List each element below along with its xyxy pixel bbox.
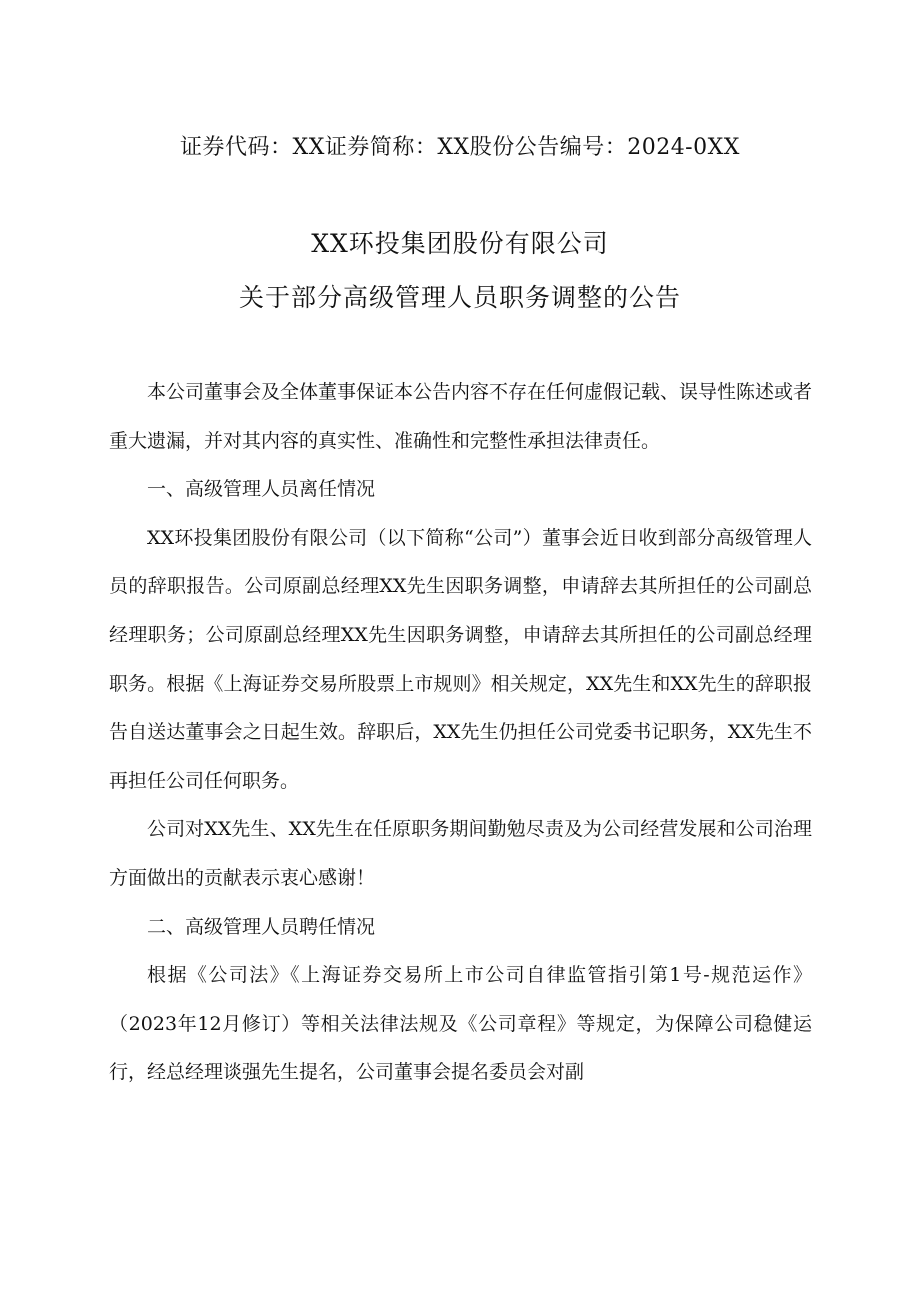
company-title: XX环投集团股份有限公司: [311, 229, 609, 258]
announcement-title: 关于部分高级管理人员职务调整的公告: [238, 283, 681, 312]
section-heading-departure: 一、高级管理人员离任情况: [147, 478, 376, 501]
departure-paragraph: XX环投集团股份有限公司（以下简称“公司”）董事会近日收到部分高级管理人员的辞职报告。公司原副总经理XX先生因职务调整，申请辞去其所担任的公司副总经理职务；公司原副总经理XX先生因职务调整，申请辞去其所担任的公司副总经理职务。根据《上海证券交易所股票上市规则》相关规定，XX先生和XX先生的辞职报告自送达董事会之日起生效。辞职后，XX先生仍担任公司党委书记职务，XX先生不再担任公司任何职务。: [109, 526, 812, 792]
announcement-header: 证券代码：XX证券简称：XX股份公告编号：2024-0XX: [180, 135, 740, 160]
thanks-paragraph: 公司对XX先生、XX先生在任原职务期间勤勉尽责及为公司经营发展和公司治理方面做出的贡献表示衷心感谢！: [109, 818, 812, 889]
disclaimer-paragraph: 本公司董事会及全体董事保证本公告内容不存在任何虚假记载、误导性陈述或者重大遗漏，并对其内容的真实性、准确性和完整性承担法律责任。: [109, 381, 813, 452]
announcement-body: [109, 368, 812, 1097]
section-heading-appointment: 二、高级管理人员聘任情况: [147, 915, 376, 938]
appointment-paragraph: 根据《公司法》《上海证券交易所上市公司自律监管指引第1号-规范运作》（2023年12月修订）等相关法律法规及《公司章程》等规定，为保障公司稳健运行，经总经理谈强先生提名，公司董事会提名委员会对副: [109, 964, 812, 1084]
